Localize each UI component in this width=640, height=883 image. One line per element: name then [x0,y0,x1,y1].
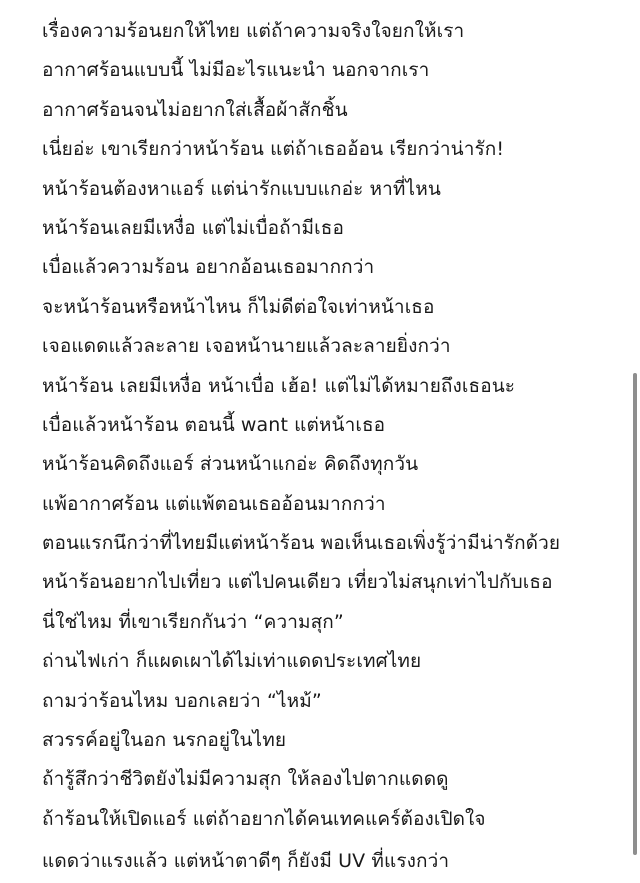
text-line: หน้าร้อนคิดถึงแอร์ ส่วนหน้าแกอ่ะ คิดถึงทุกวัน [42,453,419,476]
text-line: หน้าร้อน เลยมีเหงื่อ หน้าเบื่อ เฮ้อ! แต่ไม่ได้หมายถึงเธอนะ [42,374,516,397]
text-line: หน้าร้อนอยากไปเที่ยว แต่ไปคนเดียว เที่ยวไม่สนุกเท่าไปกับเธอ [42,571,553,594]
text-line: แพ้อากาศร้อน แต่แพ้ตอนเธออ้อนมากกว่า [42,492,386,515]
text-line: เจอแดดแล้วละลาย เจอหน้านายแล้วละลายยิ่งกว่า [42,335,451,358]
text-line: ตอนแรกนึกว่าที่ไทยมีแต่หน้าร้อน พอเห็นเธอเพิ่งรู้ว่ามีน่ารักด้วย [42,532,561,555]
text-content [42,12,622,873]
text-line: เบื่อแล้วหน้าร้อน ตอนนี้ want แต่หน้าเธอ [42,413,386,436]
text-line: เรื่องความร้อนยกให้ไทย แต่ถ้าความจริงใจยกให้เรา [42,20,465,42]
text-line: หน้าร้อนต้องหาแอร์ แต่น่ารักแบบแกอ่ะ หาที่ไหน [42,177,441,200]
text-line: หน้าร้อนเลยมีเหงื่อ แต่ไม่เบื่อถ้ามีเธอ [42,216,344,239]
text-line: อากาศร้อนจนไม่อยากใส่เสื้อผ้าสักชิ้น [42,98,348,121]
text-line: เบื่อแล้วความร้อน อยากอ้อนเธอมากกว่า [42,256,375,279]
text-line: ถ้าร้อนให้เปิดแอร์ แต่ถ้าอยากได้คนเทคแคร์ต้องเปิดใจ [42,807,486,830]
text-line: อากาศร้อนแบบนี้ ไม่มีอะไรแนะนำ นอกจากเรา [42,59,430,82]
text-line: ถ้ารู้สึกว่าชีวิตยังไม่มีความสุก ให้ลองไปตากแดดดู [42,768,449,791]
vertical-scrollbar[interactable] [633,373,637,855]
text-line: สวรรค์อยู่ในอก นรกอยู่ในไทย [42,729,287,752]
text-line-partial: แดดว่าแรงแล้ว แต่หน้าตาดีๆ ก็ยังมี UV ที่แรงกว่า [42,850,450,873]
text-line: เนี่ยอ่ะ เขาเรียกว่าหน้าร้อน แต่ถ้าเธออ้อน เรียกว่าน่ารัก! [42,138,505,161]
text-line: นี่ใช่ไหม ที่เขาเรียกกันว่า “ความสุก” [42,610,344,633]
text-line: ถามว่าร้อนไหม บอกเลยว่า “ไหม้” [42,689,322,712]
text-line: ถ่านไฟเก่า ก็แผดเผาได้ไม่เท่าแดดประเทศไทย [42,650,422,673]
text-line: จะหน้าร้อนหรือหน้าไหน ก็ไม่ดีต่อใจเท่าหน้าเธอ [42,295,435,318]
